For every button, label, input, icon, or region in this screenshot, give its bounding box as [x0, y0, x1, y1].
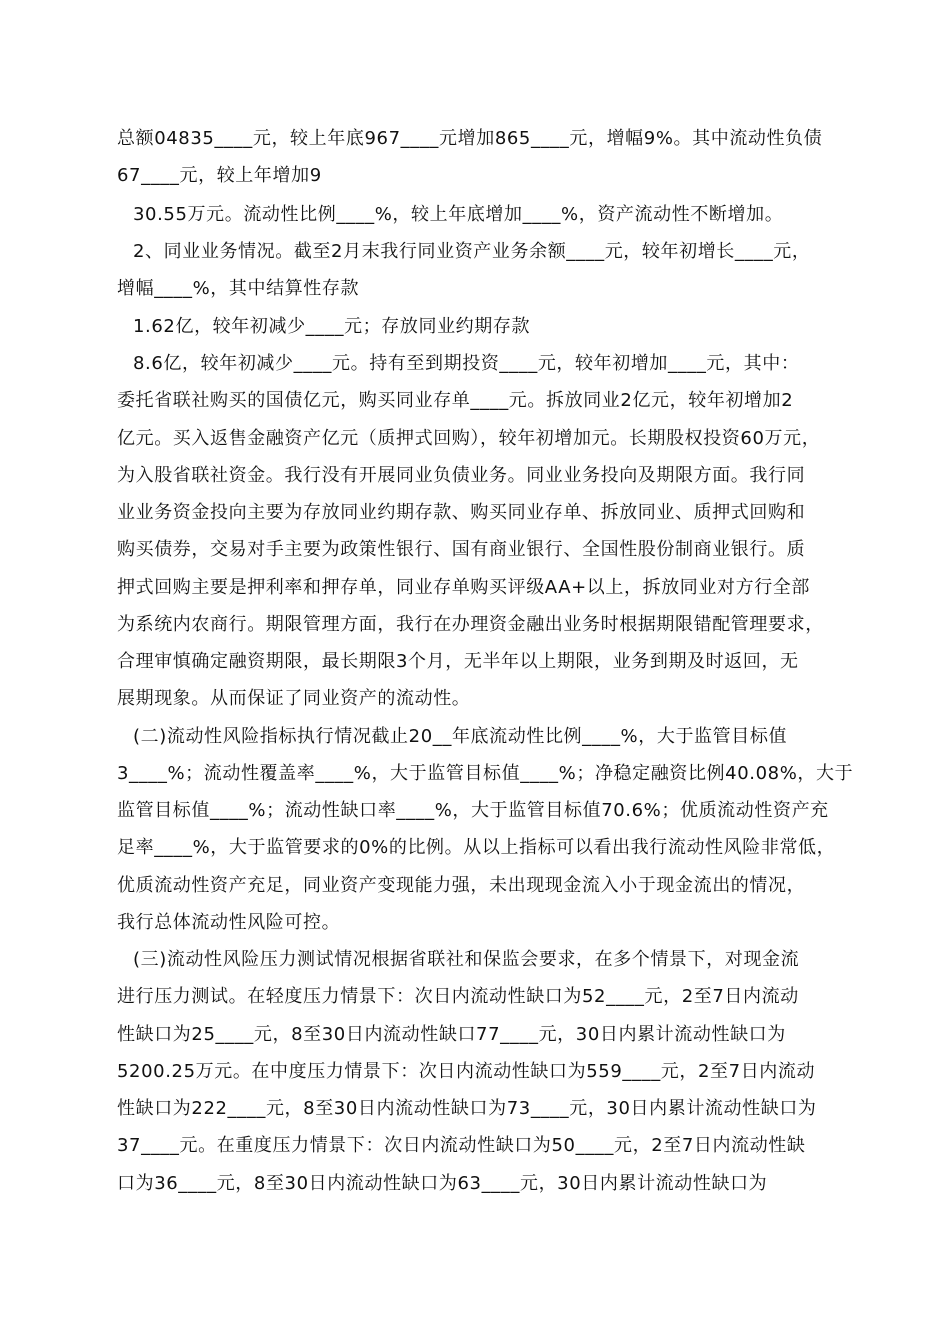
text-line: (三)流动性风险压力测试情况根据省联社和保监会要求，在多个情景下，对现金流: [133, 949, 800, 970]
text-line: 业业务资金投向主要为存放同业约期存款、购买同业存单、拆放同业、质押式回购和: [117, 502, 806, 523]
text-line: 8.6亿，较年初减少____元。持有至到期投资____元，较年初增加____元，其中：: [133, 353, 800, 374]
text-line: 合理审慎确定融资期限，最长期限3个月，无半年以上期限，业务到期及时返回，无: [117, 651, 799, 672]
text-line: 我行总体流动性风险可控。: [117, 912, 341, 933]
text-line: 总额04835____元，较上年底967____元增加865____元，增幅9%。其中流动性负债: [117, 128, 823, 149]
text-line: 足率____%，大于监管要求的0%的比例。从以上指标可以看出我行流动性风险非常低，: [117, 837, 836, 858]
text-line: 押式回购主要是押利率和押存单，同业存单购买评级AA+以上，拆放同业对方行全部: [117, 577, 811, 598]
text-line: 亿元。买入返售金融资产亿元（质押式回购），较年初增加元。长期股权投资60万元，: [117, 428, 821, 449]
text-line: 67____元，较上年增加9: [117, 165, 322, 186]
text-line: 性缺口为222____元，8至30日内流动性缺口为73____元，30日内累计流动性缺口为: [117, 1098, 817, 1119]
text-line: 优质流动性资产充足，同业资产变现能力强，未出现现金流入小于现金流出的情况，: [117, 875, 806, 896]
text-line: 展期现象。从而保证了同业资产的流动性。: [117, 688, 471, 709]
text-line: 为入股省联社资金。我行没有开展同业负债业务。同业业务投向及期限方面。我行同: [117, 465, 806, 486]
text-line: 2、同业业务情况。截至2月末我行同业资产业务余额____元，较年初增长____元，: [133, 241, 811, 262]
text-line: 性缺口为25____元，8至30日内流动性缺口77____元，30日内累计流动性缺口为: [117, 1024, 786, 1045]
text-line: 为系统内农商行。期限管理方面，我行在办理资金融出业务时根据期限错配管理要求，: [117, 614, 824, 635]
text-line: 口为36____元，8至30日内流动性缺口为63____元，30日内累计流动性缺口为: [117, 1173, 768, 1194]
text-line: 30.55万元。流动性比例____%，较上年底增加____%，资产流动性不断增加。: [133, 204, 784, 225]
text-line: 进行压力测试。在轻度压力情景下：次日内流动性缺口为52____元，2至7日内流动: [117, 986, 799, 1007]
text-line: (二)流动性风险指标执行情况截止20__年底流动性比例____%，大于监管目标值: [133, 726, 788, 747]
text-line: 37____元。在重度压力情景下：次日内流动性缺口为50____元，2至7日内流动性缺: [117, 1135, 806, 1156]
text-line: 增幅____%，其中结算性存款: [117, 278, 360, 299]
text-line: 3____%；流动性覆盖率____%，大于监管目标值____%；净稳定融资比例40.08%，大于: [117, 763, 854, 784]
text-line: 5200.25万元。在中度压力情景下：次日内流动性缺口为559____元，2至7日内流动: [117, 1061, 816, 1082]
text-line: 购买债券，交易对手主要为政策性银行、国有商业银行、全国性股份制商业银行。质: [117, 539, 806, 560]
text-line: 1.62亿，较年初减少____元；存放同业约期存款: [133, 316, 531, 337]
text-line: 监管目标值____%；流动性缺口率____%，大于监管目标值70.6%；优质流动性资产充: [117, 800, 829, 821]
text-line: 委托省联社购买的国债亿元，购买同业存单____元。拆放同业2亿元，较年初增加2: [117, 390, 794, 411]
